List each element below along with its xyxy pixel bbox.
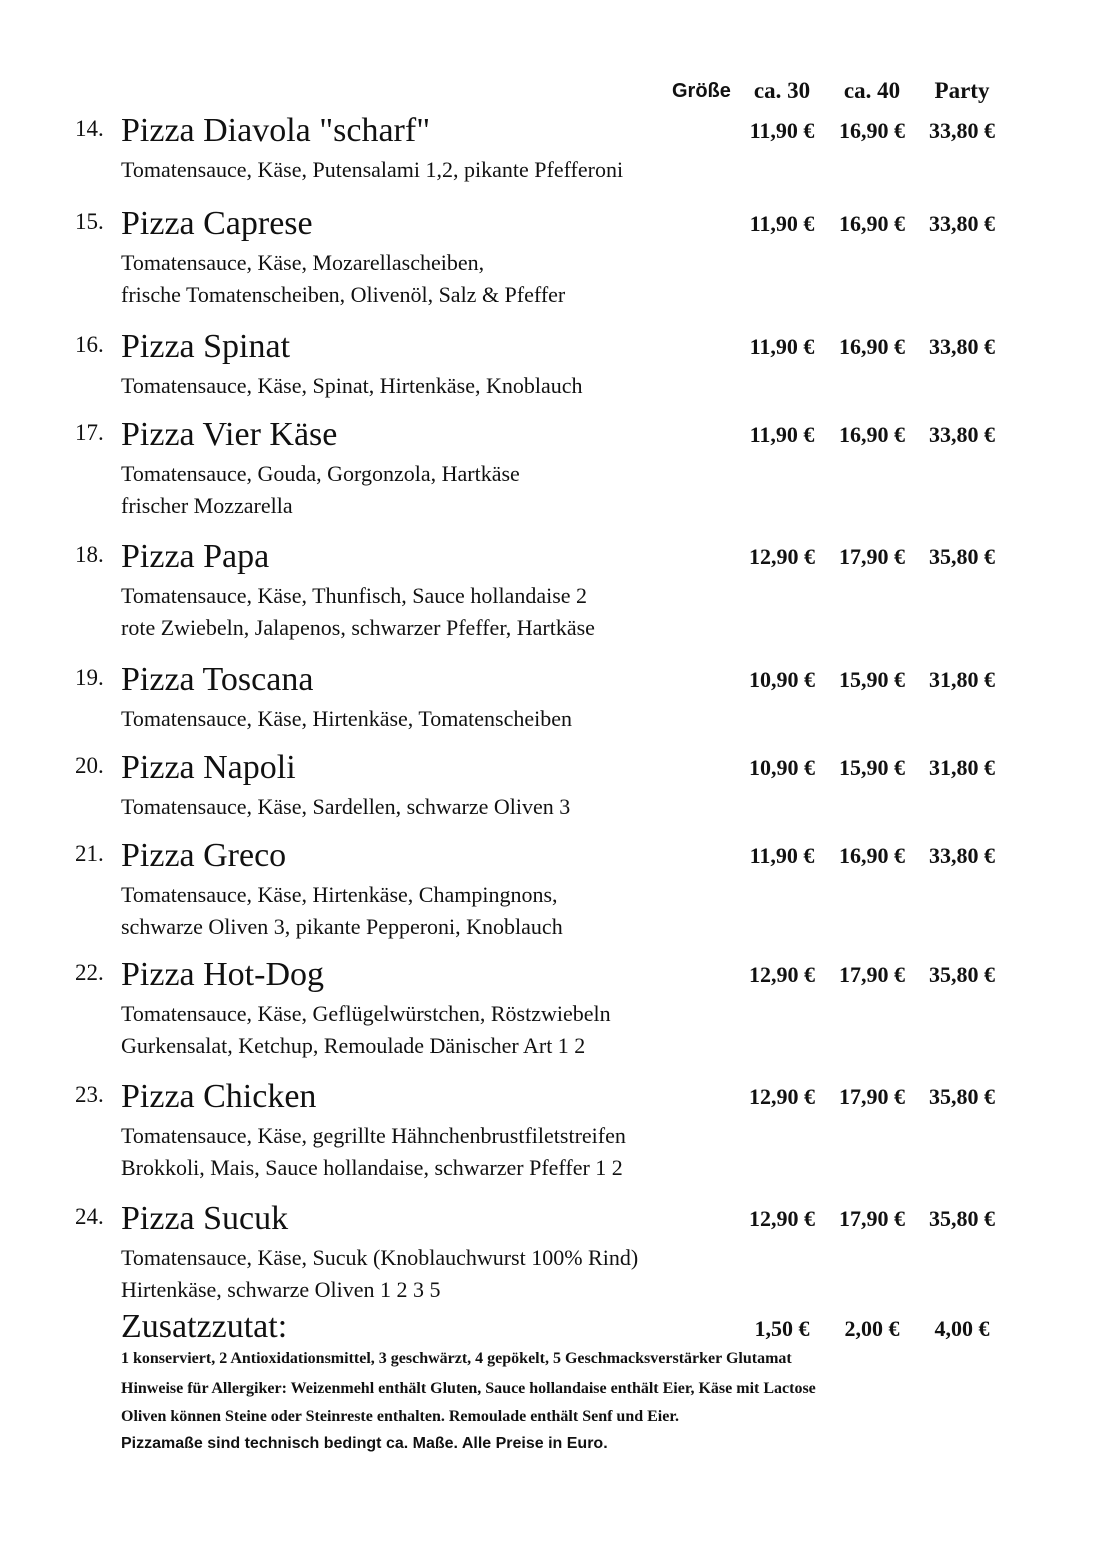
price-30: 12,90 € [749, 544, 815, 569]
price-40: 16,90 € [839, 334, 905, 359]
item-description-line: Tomatensauce, Käse, gegrillte Hähnchenbrustfiletstreifen [121, 1123, 626, 1148]
price-30: 11,90 € [749, 334, 815, 359]
price-40: 16,90 € [839, 843, 905, 868]
price-40: 15,90 € [839, 667, 905, 692]
item-description-line: Tomatensauce, Käse, Thunfisch, Sauce hollandaise 2 [121, 583, 588, 608]
item-number: 22. [75, 960, 104, 985]
size-disclaimer: Pizzamaße sind technisch bedingt ca. Maße. Alle Preise in Euro. [121, 1435, 608, 1452]
size-column-party: Party [934, 78, 990, 103]
item-description-line: Tomatensauce, Käse, Hirtenkäse, Tomatenscheiben [121, 706, 573, 731]
item-number: 15. [75, 209, 104, 234]
item-name: Pizza Papa [121, 538, 270, 575]
price-40: 17,90 € [839, 962, 905, 987]
price-30: 11,90 € [749, 843, 815, 868]
price-40: 16,90 € [839, 118, 905, 143]
item-description-line: rote Zwiebeln, Jalapenos, schwarzer Pfeffer, Hartkäse [121, 615, 595, 640]
price-30: 10,90 € [749, 755, 815, 780]
price-party: 35,80 € [929, 1084, 995, 1109]
price-30: 11,90 € [749, 422, 815, 447]
extra-price-party: 4,00 € [934, 1316, 990, 1341]
item-description-line: frische Tomatenscheiben, Olivenöl, Salz & Pfeffer [121, 282, 566, 307]
item-description-line: Tomatensauce, Käse, Putensalami 1,2, pikante Pfefferoni [121, 157, 624, 182]
price-party: 33,80 € [929, 843, 995, 868]
item-name: Pizza Toscana [121, 661, 314, 698]
allergy-note-1: Hinweise für Allergiker: Weizenmehl enthält Gluten, Sauce hollandaise enthält Eier, Käse mit Lactose [121, 1380, 816, 1397]
price-party: 33,80 € [929, 211, 995, 236]
size-header [0, 78, 1100, 108]
price-30: 11,90 € [749, 118, 815, 143]
price-40: 16,90 € [839, 211, 905, 236]
item-description-line: frischer Mozzarella [121, 493, 293, 518]
item-name: Pizza Napoli [121, 749, 296, 786]
item-name: Pizza Spinat [121, 328, 291, 365]
item-name: Pizza Chicken [121, 1078, 317, 1115]
item-description-line: Tomatensauce, Gouda, Gorgonzola, Hartkäse [121, 461, 520, 486]
allergy-note-2: Oliven können Steine oder Steinreste enthalten. Remoulade enthält Senf und Eier. [121, 1408, 679, 1425]
item-description-line: Tomatensauce, Käse, Mozarellascheiben, [121, 250, 485, 275]
item-description-line: Hirtenkäse, schwarze Oliven 1 2 3 5 [121, 1277, 441, 1302]
item-name: Pizza Hot-Dog [121, 956, 325, 993]
price-party: 33,80 € [929, 118, 995, 143]
price-30: 12,90 € [749, 1206, 815, 1231]
item-number: 16. [75, 332, 104, 357]
item-description-line: Tomatensauce, Käse, Geflügelwürstchen, Röstzwiebeln [121, 1001, 611, 1026]
item-description-line: Tomatensauce, Käse, Hirtenkäse, Champingnons, [121, 882, 558, 907]
item-name: Pizza Caprese [121, 205, 313, 242]
extra-topping-label: Zusatzzutat: [121, 1308, 288, 1345]
item-description-line: Tomatensauce, Käse, Sucuk (Knoblauchwurst 100% Rind) [121, 1245, 639, 1270]
item-description-line: Gurkensalat, Ketchup, Remoulade Dänischer Art 1 2 [121, 1033, 586, 1058]
item-description-line: Tomatensauce, Käse, Spinat, Hirtenkäse, Knoblauch [121, 373, 583, 398]
item-name: Pizza Diavola "scharf" [121, 112, 431, 149]
item-number: 23. [75, 1082, 104, 1107]
price-30: 12,90 € [749, 962, 815, 987]
extra-price-30: 1,50 € [754, 1316, 810, 1341]
price-40: 15,90 € [839, 755, 905, 780]
item-number: 18. [75, 542, 104, 567]
extra-topping-row [0, 1308, 1100, 1348]
item-number: 19. [75, 665, 104, 690]
price-40: 16,90 € [839, 422, 905, 447]
price-party: 35,80 € [929, 1206, 995, 1231]
price-40: 17,90 € [839, 1084, 905, 1109]
price-party: 33,80 € [929, 334, 995, 359]
item-number: 21. [75, 841, 104, 866]
item-description-line: Brokkoli, Mais, Sauce hollandaise, schwarzer Pfeffer 1 2 [121, 1155, 623, 1180]
size-label: Größe [672, 80, 731, 102]
item-number: 24. [75, 1204, 104, 1229]
item-number: 20. [75, 753, 104, 778]
price-40: 17,90 € [839, 1206, 905, 1231]
price-party: 35,80 € [929, 544, 995, 569]
item-name: Pizza Vier Käse [121, 416, 338, 453]
price-party: 35,80 € [929, 962, 995, 987]
extra-price-40: 2,00 € [844, 1316, 900, 1341]
price-party: 31,80 € [929, 667, 995, 692]
size-column-40: ca. 40 [843, 78, 901, 103]
item-name: Pizza Sucuk [121, 1200, 289, 1237]
item-description-line: schwarze Oliven 3, pikante Pepperoni, Knoblauch [121, 914, 563, 939]
item-number: 17. [75, 420, 104, 445]
price-party: 31,80 € [929, 755, 995, 780]
item-number: 14. [75, 116, 104, 141]
price-30: 11,90 € [749, 211, 815, 236]
additives-note: 1 konserviert, 2 Antioxidationsmittel, 3 geschwärzt, 4 gepökelt, 5 Geschmacksverstärker Glutamat [121, 1350, 792, 1367]
item-name: Pizza Greco [121, 837, 287, 874]
size-column-30: ca. 30 [753, 78, 811, 103]
price-40: 17,90 € [839, 544, 905, 569]
price-party: 33,80 € [929, 422, 995, 447]
price-30: 10,90 € [749, 667, 815, 692]
price-30: 12,90 € [749, 1084, 815, 1109]
item-description-line: Tomatensauce, Käse, Sardellen, schwarze Oliven 3 [121, 794, 571, 819]
